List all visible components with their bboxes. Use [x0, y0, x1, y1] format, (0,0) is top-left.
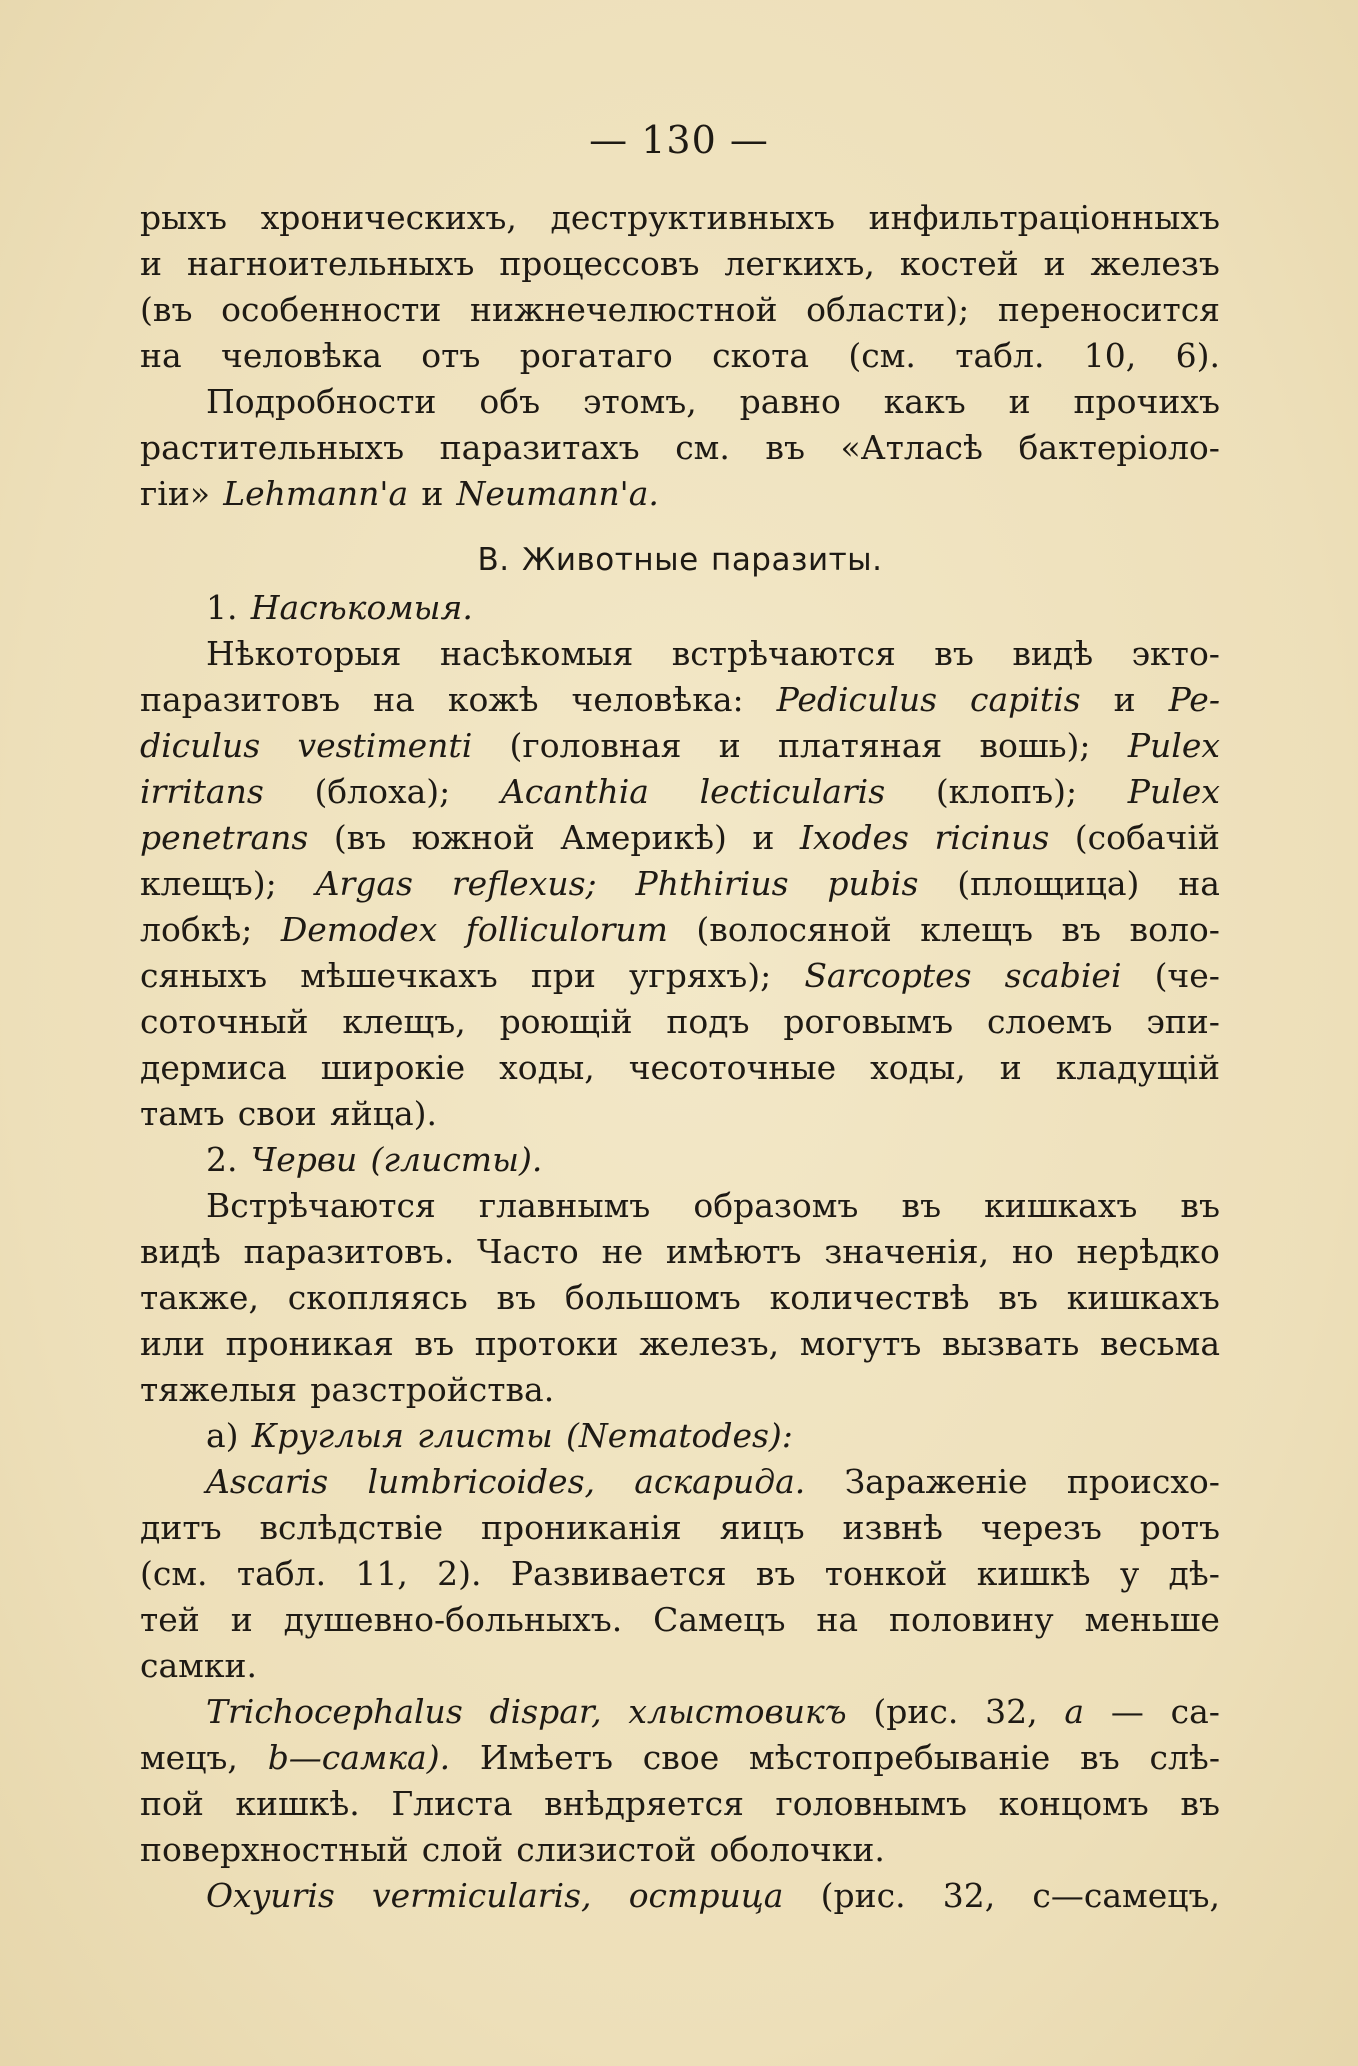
word: тонкой	[824, 1554, 948, 1593]
text-line	[140, 1692, 1220, 1738]
word: и	[421, 474, 444, 513]
word: въ	[765, 428, 805, 467]
word: но	[1011, 1232, 1054, 1271]
word: сяныхъ	[140, 956, 268, 995]
word: Встрѣчаются	[206, 1186, 436, 1225]
word: аскарида.	[634, 1462, 806, 1501]
word: прониканія	[481, 1508, 682, 1547]
word: количествѣ	[769, 1278, 970, 1317]
word: са-	[1170, 1692, 1220, 1731]
word: folliculorum	[465, 910, 668, 949]
word: скота	[712, 336, 810, 375]
word: клещъ	[920, 910, 1033, 949]
text-line	[140, 1600, 1220, 1646]
word: кишкахъ	[1066, 1278, 1220, 1317]
text-line	[140, 1048, 1220, 1094]
word: угряхъ);	[629, 956, 772, 995]
word: (рис.	[873, 1692, 959, 1731]
word: происхо-	[1066, 1462, 1220, 1501]
word: diculus	[140, 726, 261, 765]
word: (въ	[333, 818, 387, 857]
text-line	[140, 474, 1220, 520]
word: табл.	[955, 336, 1045, 375]
word: паразитовъ.	[243, 1232, 455, 1271]
text-line	[140, 428, 1220, 474]
word: этомъ,	[582, 382, 697, 421]
word: vermicularis,	[372, 1876, 592, 1915]
word: мѣстопребываніе	[749, 1738, 1051, 1777]
word: (головная	[509, 726, 682, 765]
word: разстройства.	[310, 1370, 555, 1409]
word: растительныхъ	[140, 428, 405, 467]
word: видѣ	[140, 1232, 221, 1271]
word: дитъ	[140, 1508, 222, 1547]
word: весьма	[1100, 1324, 1220, 1363]
word: вызвать	[942, 1324, 1080, 1363]
text-line	[140, 680, 1220, 726]
word: Argas	[315, 864, 413, 903]
word: Phthirius	[635, 864, 789, 903]
word: (че-	[1154, 956, 1220, 995]
text-line	[140, 1186, 1220, 1232]
word: 1.	[206, 588, 238, 627]
text-line	[140, 956, 1220, 1002]
word: или	[140, 1324, 205, 1363]
word: видѣ	[1012, 634, 1094, 673]
section-heading	[140, 542, 1220, 588]
word: 11,	[355, 1554, 408, 1593]
word: особенности	[221, 290, 442, 329]
word: слѣ-	[1149, 1738, 1220, 1777]
word: гіи»	[140, 474, 211, 513]
word: Pulex	[1127, 726, 1220, 765]
word: слоемъ	[986, 1002, 1113, 1041]
word: прочихъ	[1073, 382, 1220, 421]
word: половину	[888, 1600, 1054, 1639]
text-line	[140, 1462, 1220, 1508]
text-line	[140, 1554, 1220, 1600]
word: паразиты.	[711, 542, 883, 578]
word: b—самка).	[267, 1738, 451, 1777]
word: въ	[1080, 1738, 1120, 1777]
text-line	[140, 864, 1220, 910]
word: Pulex	[1127, 772, 1220, 811]
body-text	[140, 198, 1220, 1922]
word: Oxyuris	[206, 1876, 335, 1915]
word: переносится	[997, 290, 1220, 329]
word: насѣкомыя	[439, 634, 634, 673]
word: (клопъ);	[935, 772, 1078, 811]
word: Ixodes	[799, 818, 909, 857]
text-line	[140, 1738, 1220, 1784]
word: на	[373, 680, 415, 719]
word: значенія,	[824, 1232, 990, 1271]
word: ricinus	[934, 818, 1050, 857]
text-line	[140, 1370, 1220, 1416]
word: паразитовъ	[140, 680, 341, 719]
word: Neumann'a.	[456, 474, 659, 513]
word: lecticularis	[699, 772, 886, 811]
text-line	[140, 634, 1220, 680]
word: и	[230, 1600, 253, 1639]
word: скопляясь	[287, 1278, 468, 1317]
text-line	[140, 1508, 1220, 1554]
word: и	[1008, 382, 1031, 421]
word: Pe-	[1168, 680, 1220, 719]
text-line	[140, 1232, 1220, 1278]
word: самки.	[140, 1646, 257, 1685]
word: роющій	[499, 1002, 633, 1041]
word: на	[1178, 864, 1220, 903]
word: въ	[998, 1278, 1038, 1317]
word: роговымъ	[783, 1002, 954, 1041]
word: и	[999, 1048, 1022, 1087]
text-line	[140, 1324, 1220, 1370]
word: Насѣкомыя.	[250, 588, 473, 627]
word: Животные	[522, 542, 699, 578]
word: тяжелыя	[140, 1370, 298, 1409]
word: деструктивныхъ	[550, 198, 835, 237]
word: меньше	[1084, 1600, 1220, 1639]
word: c—самецъ,	[1032, 1876, 1220, 1915]
word: образомъ	[693, 1186, 859, 1225]
word: отъ	[421, 336, 481, 375]
word: Круглыя	[251, 1416, 404, 1455]
word: Часто	[477, 1232, 579, 1271]
word: dispar,	[489, 1692, 602, 1731]
word: тей	[140, 1600, 200, 1639]
text-line	[140, 1416, 1220, 1462]
word: ротъ	[1139, 1508, 1220, 1547]
text-line	[140, 910, 1220, 956]
word: (см.	[140, 1554, 208, 1593]
word: проникая	[225, 1324, 394, 1363]
word: имѣютъ	[665, 1232, 802, 1271]
word: лобкѣ;	[140, 910, 253, 949]
word: области);	[806, 290, 970, 329]
word: соточный	[140, 1002, 309, 1041]
word: железъ	[1090, 244, 1220, 283]
word: ходы,	[870, 1048, 966, 1087]
word: (глисты).	[370, 1140, 543, 1179]
word: Америкѣ)	[560, 818, 727, 857]
word: въ	[901, 1186, 942, 1225]
word: поверхностный	[140, 1830, 409, 1869]
text-line	[140, 290, 1220, 336]
word: на	[140, 336, 182, 375]
word: бактеріоло-	[1018, 428, 1220, 467]
word: «Атласѣ	[840, 428, 983, 467]
word: душевно-больныхъ.	[283, 1600, 623, 1639]
word: слой	[421, 1830, 504, 1869]
word: воло-	[1129, 910, 1220, 949]
word: scabiei	[1004, 956, 1122, 995]
word: клещъ);	[140, 864, 277, 903]
word: В.	[477, 542, 510, 578]
word: извнѣ	[842, 1508, 943, 1547]
word: (площица)	[957, 864, 1140, 903]
word: Sarcoptes	[804, 956, 972, 995]
text-line	[140, 1784, 1220, 1830]
word: Глиста	[391, 1784, 513, 1823]
word: рогатаго	[519, 336, 673, 375]
word: въ	[496, 1278, 537, 1317]
word: широкіе	[320, 1048, 466, 1087]
word: a	[1064, 1692, 1085, 1731]
word: —	[1110, 1692, 1144, 1731]
word: Зараженіе	[844, 1462, 1028, 1501]
word: см.	[675, 428, 730, 467]
word: у	[1119, 1554, 1140, 1593]
word: Demodex	[280, 910, 438, 949]
word: равно	[739, 382, 841, 421]
word: Подробности	[206, 382, 437, 421]
word: 10,	[1083, 336, 1137, 375]
word: (блоха);	[314, 772, 451, 811]
word: внѣдряется	[544, 1784, 744, 1823]
word: главнымъ	[478, 1186, 651, 1225]
word: 2).	[437, 1554, 482, 1593]
text-line	[140, 336, 1220, 382]
word: Lehmann'a	[223, 474, 409, 513]
word: встрѣчаются	[671, 634, 896, 673]
word: кишкѣ.	[235, 1784, 360, 1823]
word: также,	[140, 1278, 259, 1317]
word: Pediculus	[776, 680, 938, 719]
text-line	[140, 1002, 1220, 1048]
word: (въ	[140, 290, 193, 329]
word: головнымъ	[775, 1784, 967, 1823]
word: на	[816, 1600, 859, 1639]
word: (Nematodes):	[565, 1416, 793, 1455]
word: a)	[206, 1416, 239, 1455]
word: железъ,	[639, 1324, 780, 1363]
word: хлыстовикъ	[628, 1692, 847, 1731]
word: 32,	[942, 1876, 996, 1915]
word: чесоточные	[628, 1048, 837, 1087]
word: (собачій	[1074, 818, 1220, 857]
word: ходы,	[499, 1048, 595, 1087]
word: человѣка	[221, 336, 382, 375]
word: Имѣетъ	[479, 1738, 613, 1777]
word: въ	[414, 1324, 455, 1363]
word: свои	[237, 1094, 317, 1133]
word: и	[1043, 244, 1066, 283]
word: penetrans	[140, 818, 309, 857]
word: Нѣкоторыя	[206, 634, 402, 673]
word: легкихъ,	[724, 244, 875, 283]
word: южной	[411, 818, 535, 857]
word: костей	[899, 244, 1019, 283]
word: кожѣ	[447, 680, 539, 719]
word: процессовъ	[499, 244, 700, 283]
text-line	[140, 198, 1220, 244]
word: и	[718, 726, 741, 765]
word: оболочки.	[709, 1830, 885, 1869]
word: Черви	[250, 1140, 358, 1179]
word: 32,	[985, 1692, 1038, 1731]
word: 2.	[206, 1140, 238, 1179]
word: черезъ	[980, 1508, 1102, 1547]
word: дѣ-	[1168, 1554, 1220, 1593]
word: (волосяной	[696, 910, 892, 949]
word: въ	[1180, 1186, 1220, 1225]
word: человѣка:	[571, 680, 744, 719]
word: мѣшечкахъ	[300, 956, 498, 995]
word: эпи-	[1146, 1002, 1220, 1041]
word: capitis	[970, 680, 1081, 719]
text-line	[140, 1278, 1220, 1324]
word: lumbricoides,	[367, 1462, 596, 1501]
word: Развивается	[510, 1554, 727, 1593]
text-line	[140, 244, 1220, 290]
text-line	[140, 1830, 1220, 1876]
page-number: — 130 —	[589, 118, 769, 162]
word: 6).	[1175, 336, 1220, 375]
word: нагноительныхъ	[186, 244, 475, 283]
word: объ	[479, 382, 541, 421]
word: и	[140, 244, 162, 283]
text-line	[140, 588, 1220, 634]
text-line	[140, 726, 1220, 772]
word: протоки	[474, 1324, 619, 1363]
word: концомъ	[998, 1784, 1149, 1823]
word: кишкахъ	[984, 1186, 1138, 1225]
word: vestimenti	[297, 726, 473, 765]
word: тамъ	[140, 1094, 225, 1133]
word: инфильтраціонныхъ	[868, 198, 1220, 237]
word: мецъ,	[140, 1738, 238, 1777]
word: кишкѣ	[976, 1554, 1091, 1593]
word: рыхъ	[140, 198, 227, 237]
word: при	[530, 956, 596, 995]
word: хроническихъ,	[260, 198, 517, 237]
text-line	[140, 818, 1220, 864]
text-line	[140, 1094, 1220, 1140]
word: паразитахъ	[439, 428, 640, 467]
word: reflexus;	[451, 864, 597, 903]
word: въ	[755, 1554, 796, 1593]
word: pubis	[827, 864, 919, 903]
word: Ascaris	[206, 1462, 329, 1501]
word: Acanthia	[500, 772, 649, 811]
word: и	[752, 818, 775, 857]
word: экто-	[1131, 634, 1220, 673]
word: вслѣдствіе	[259, 1508, 444, 1547]
text-line	[140, 1876, 1220, 1922]
word: Самецъ	[653, 1600, 786, 1639]
word: свое	[642, 1738, 720, 1777]
word: яицъ	[719, 1508, 805, 1547]
word: въ	[1061, 910, 1102, 949]
text-line	[140, 382, 1220, 428]
word: подъ	[666, 1002, 750, 1041]
word: клещъ,	[342, 1002, 466, 1041]
text-line	[140, 1140, 1220, 1186]
word: пой	[140, 1784, 204, 1823]
word: яйца).	[329, 1094, 437, 1133]
word: въ	[934, 634, 974, 673]
word: Trichocephalus	[206, 1692, 463, 1731]
word: irritans	[140, 772, 264, 811]
word: платяная	[778, 726, 943, 765]
word: дермиса	[140, 1048, 287, 1087]
word: и	[1113, 680, 1136, 719]
word: нерѣдко	[1076, 1232, 1220, 1271]
word: кладущій	[1055, 1048, 1220, 1087]
word: могутъ	[799, 1324, 922, 1363]
word: въ	[1180, 1784, 1220, 1823]
word: какъ	[883, 382, 966, 421]
text-line	[140, 772, 1220, 818]
word: табл.	[236, 1554, 327, 1593]
word: (рис.	[820, 1876, 906, 1915]
word: нижнечелюстной	[469, 290, 778, 329]
word: большомъ	[564, 1278, 741, 1317]
word: слизистой	[516, 1830, 697, 1869]
word: не	[601, 1232, 644, 1271]
text-line	[140, 1646, 1220, 1692]
word: острица	[628, 1876, 784, 1915]
word: (см.	[848, 336, 916, 375]
word: вошь);	[979, 726, 1091, 765]
word: глисты	[417, 1416, 553, 1455]
